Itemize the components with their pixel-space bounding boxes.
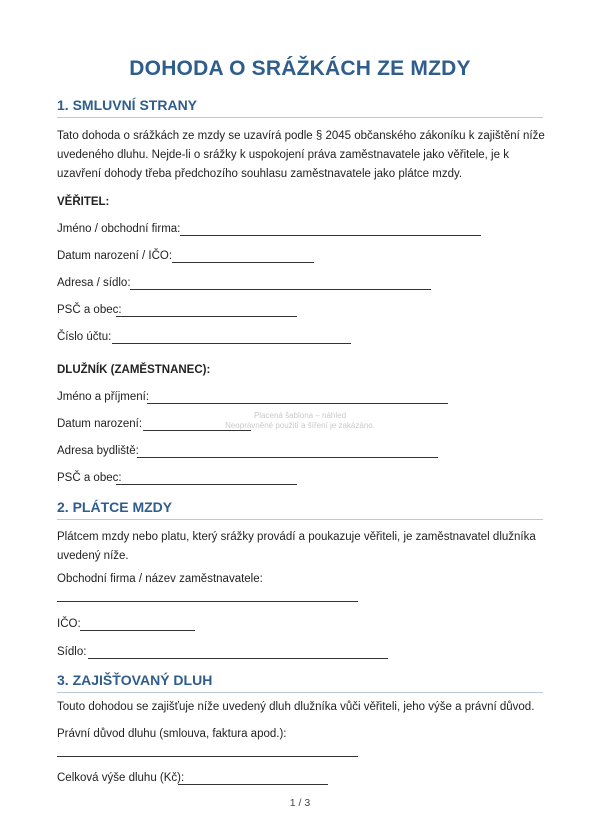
section-heading-parties: 1. SMLUVNÍ STRANY (57, 97, 198, 113)
debt-reason-label: Právní důvod dluhu (smlouva, faktura apod.): (57, 728, 287, 740)
creditor-account-field[interactable] (112, 343, 351, 344)
debtor-name-label: Jméno a příjmení: (57, 391, 150, 403)
creditor-name-label: Jméno / obchodní firma: (57, 223, 181, 235)
debtor-heading: DLUŽNÍK (ZAMĚSTNANEC): (57, 364, 211, 376)
employer-ico-field[interactable] (80, 630, 195, 631)
debt-amount-field[interactable] (178, 784, 328, 785)
employer-name-field[interactable] (57, 601, 358, 602)
employer-ico-label: IČO: (57, 618, 81, 630)
creditor-address-label: Adresa / sídlo: (57, 277, 131, 289)
debtor-name-field[interactable] (147, 403, 448, 404)
debtor-address-label: Adresa bydliště: (57, 445, 139, 457)
debt-intro: Touto dohodou se zajišťuje níže uvedený dluh dlužníka vůči věřiteli, jeho výše a právní důvod. (57, 701, 535, 713)
watermark-line-2: Neoprávněné použití a šíření je zakázáno. (225, 421, 375, 430)
employer-seat-label: Sídlo: (57, 646, 87, 658)
debtor-birth-label: Datum narození: (57, 418, 143, 430)
creditor-name-field[interactable] (180, 235, 481, 236)
parties-intro: Tato dohoda o srážkách ze mzdy se uzavírá podle § 2045 občanského zákoníku k zajištění níže uvedeného dluhu. Nejde-li o srážky k uspokojení práva zaměstnavatele jako věřitele, je k uzavření dohody třeba předchozího souhlasu zaměstnavatele jako plátce mzdy. (57, 130, 545, 180)
section-divider (57, 692, 543, 693)
creditor-birth-field[interactable] (172, 262, 314, 263)
debtor-zip-label: PSČ a obec: (57, 472, 122, 484)
page-number: 1 / 3 (289, 797, 311, 809)
section-divider (57, 117, 543, 118)
document-title: DOHODA O SRÁŽKÁCH ZE MZDY (129, 57, 471, 80)
creditor-address-field[interactable] (130, 289, 431, 290)
section-divider (57, 519, 543, 520)
creditor-heading: VĚŘITEL: (57, 196, 110, 208)
employer-seat-field[interactable] (88, 658, 388, 659)
creditor-account-label: Číslo účtu: (57, 331, 112, 343)
payer-intro: Plátcem mzdy nebo platu, který srážky provádí a poukazuje věřiteli, je zaměstnavatel dlužníka uvedený níže. (57, 531, 536, 562)
debt-reason-field[interactable] (57, 756, 358, 757)
employer-name-label: Obchodní firma / název zaměstnavatele: (57, 573, 263, 585)
section-heading-debt: 3. ZAJIŠŤOVANÝ DLUH (57, 672, 213, 688)
debtor-address-field[interactable] (137, 457, 438, 458)
watermark-line-1: Placená šablona – náhled (253, 411, 347, 420)
creditor-birth-label: Datum narození / IČO: (57, 250, 173, 262)
creditor-zip-field[interactable] (116, 316, 297, 317)
section-heading-payer: 2. PLÁTCE MZDY (57, 499, 173, 515)
creditor-zip-label: PSČ a obec: (57, 304, 122, 316)
debtor-zip-field[interactable] (116, 484, 297, 485)
debt-amount-label: Celková výše dluhu (Kč): (57, 772, 185, 784)
